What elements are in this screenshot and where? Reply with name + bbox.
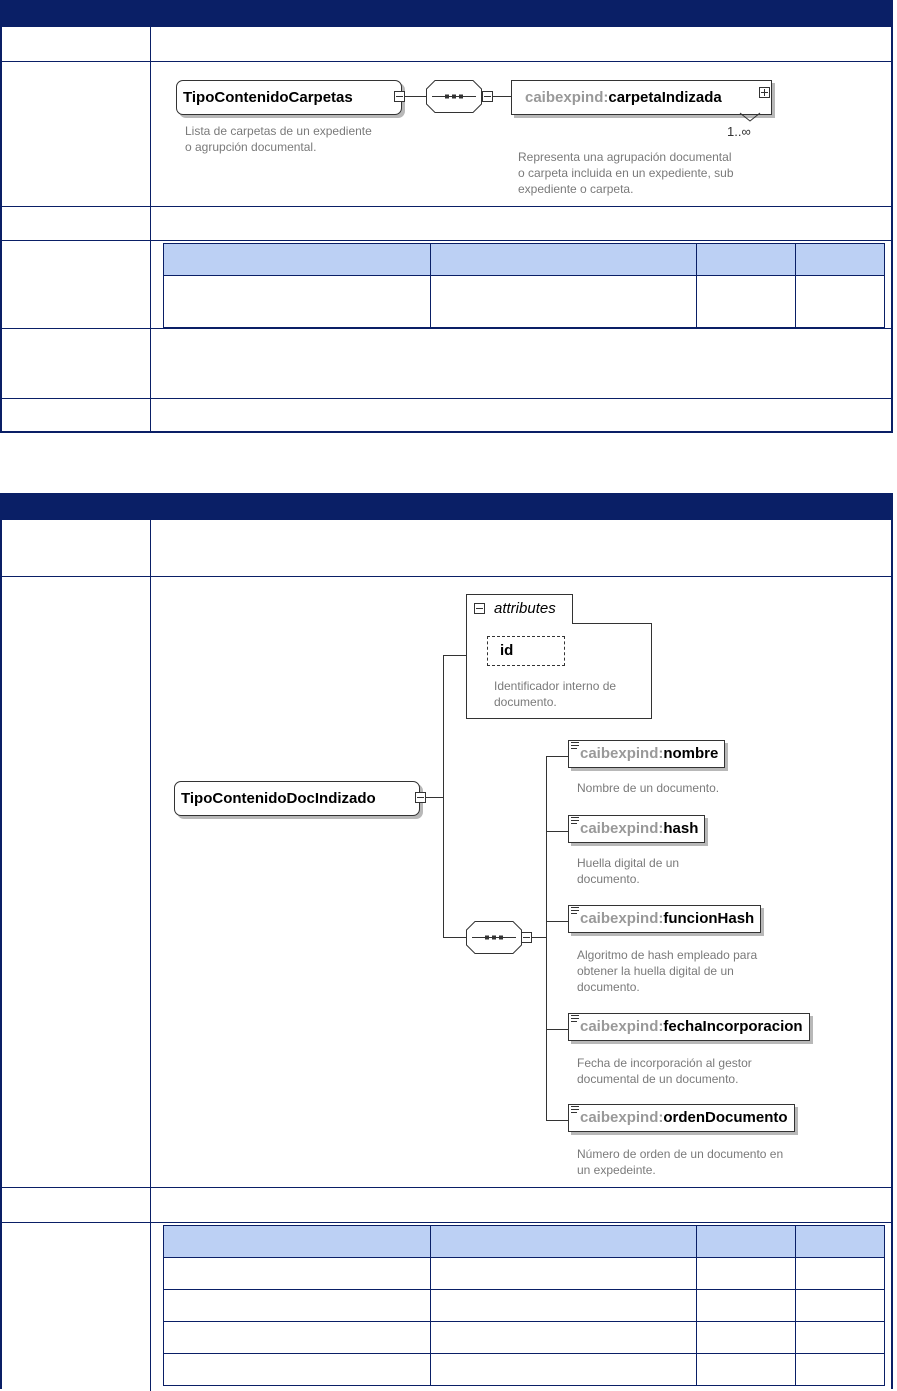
element-name: funcionHash — [663, 910, 755, 927]
connector-line — [443, 655, 467, 656]
root-type-box — [174, 781, 420, 816]
namespace-prefix: caibexpind: — [580, 1018, 664, 1035]
connector-line — [546, 1029, 568, 1030]
element-box-fechaIncorporacion — [568, 1013, 810, 1041]
element-box-nombre — [568, 740, 725, 768]
attribute-doc: Identificador interno de documento. — [494, 679, 617, 709]
namespace-prefix: caibexpind: — [580, 820, 664, 837]
namespace-prefix: caibexpind: — [580, 1109, 664, 1126]
attributes-label: attributes — [494, 600, 556, 617]
child-element-doc: Representa una agrupación documental o carpeta incluida en un expediente, sub expediente o carpeta. — [518, 150, 734, 196]
collapse-icon[interactable] — [415, 792, 426, 803]
attribute-box-id — [487, 636, 565, 666]
element-box-hash — [568, 815, 705, 843]
sequence-icon — [466, 921, 522, 954]
collapse-icon[interactable] — [521, 932, 532, 943]
connector-line — [532, 937, 546, 938]
root-type-name: TipoContenidoDocIndizado — [181, 790, 376, 807]
element-box-funcionHash — [568, 905, 761, 933]
element-doc: Huella digital de un documento. — [577, 856, 680, 886]
connector-line — [546, 756, 547, 1121]
simple-content-icon — [571, 817, 580, 825]
namespace-prefix: caibexpind: — [580, 910, 664, 927]
simple-content-icon — [571, 1015, 580, 1023]
simple-content-icon — [571, 742, 580, 750]
element-name: ordenDocumento — [663, 1109, 788, 1126]
namespace-prefix: caibexpind: — [525, 89, 609, 106]
element-name: nombre — [663, 745, 719, 762]
collapse-icon[interactable] — [474, 603, 485, 614]
namespace-prefix: caibexpind: — [580, 745, 664, 762]
root-type-name: TipoContenidoCarpetas — [183, 89, 353, 106]
element-box-ordenDocumento — [568, 1104, 795, 1132]
element-doc: Fecha de incorporación al gestor documental de un documento. — [577, 1056, 752, 1086]
simple-content-icon — [571, 1106, 580, 1114]
element-doc: Número de orden de un documento en un expedeinte. — [577, 1147, 784, 1177]
connector-line — [546, 921, 568, 922]
cardinality-label: 1..∞ — [727, 124, 751, 139]
attribute-name: id — [500, 642, 514, 659]
connector-line — [426, 797, 443, 798]
connector-line — [443, 655, 444, 937]
simple-content-icon — [571, 907, 580, 915]
connector-line — [546, 831, 568, 832]
element-name: fechaIncorporacion — [663, 1018, 803, 1035]
root-type-doc: Lista de carpetas de un expediente o agrupción documental. — [185, 124, 372, 154]
element-name: hash — [663, 820, 699, 837]
connector-line — [443, 937, 467, 938]
element-doc: Algoritmo de hash empleado para obtener la huella digital de un documento. — [577, 948, 758, 994]
element-name: carpetaIndizada — [608, 89, 722, 106]
element-doc: Nombre de un documento. — [577, 781, 720, 795]
connector-line — [546, 756, 568, 757]
connector-line — [546, 1120, 568, 1121]
